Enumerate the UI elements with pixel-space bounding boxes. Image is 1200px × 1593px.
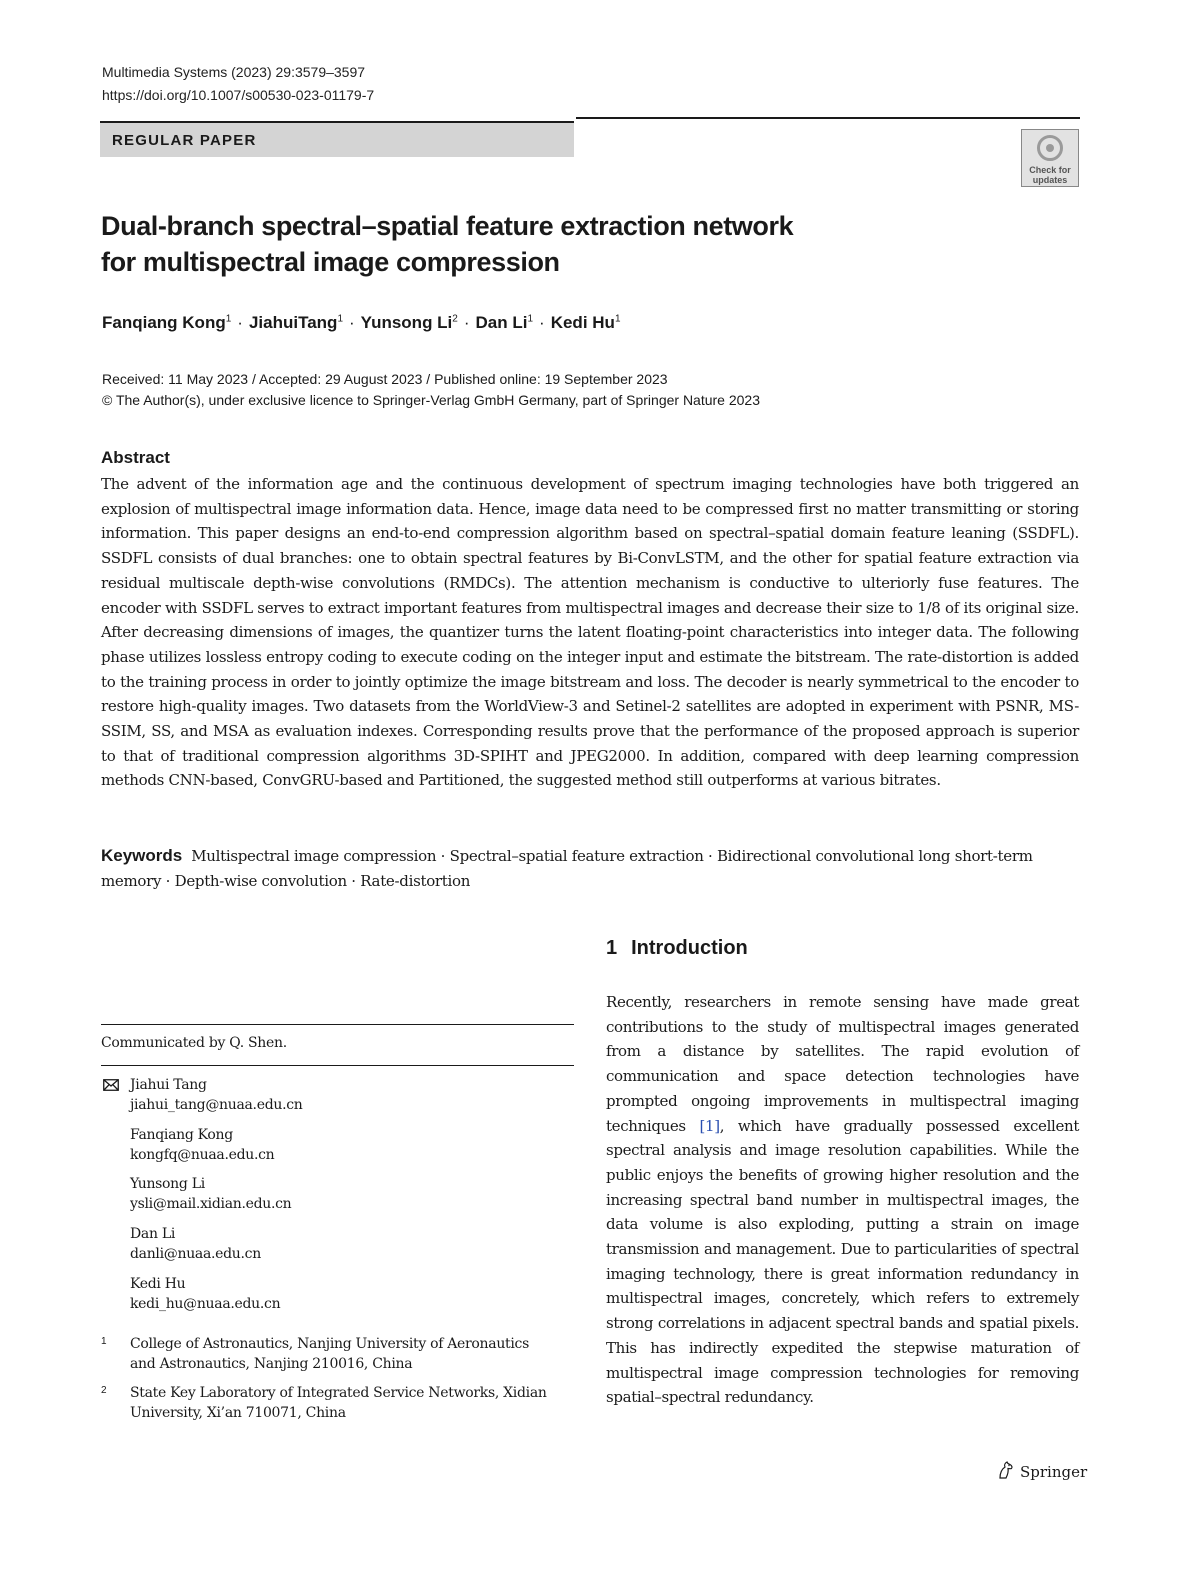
author-4[interactable]: Dan Li$^1$	[475, 313, 534, 332]
abstract-body: The advent of the information age and the continuous development of spectrum imaging technologies have both triggered an explosion of multispectral image information data. Hence, image data need to be compressed first no matter transmitting or storing information. This paper designs an end-to-end compression algorithm based on spectral–spatial domain feature leaning (SSDFL). SSDFL consists of dual branches: one to obtain spectral features by Bi-ConvLSTM, and the other for spatial feature extraction via residual multiscale depth-wise convolutions (RMDCs). The attention mechanism is conductive to ulteriorly fuse features. The encoder with SSDFL serves to extract important features from multispectral images and decrease their size to 1/8 of its original size. After decreasing dimensions of images, the quantizer turns the latent floating-point characteristics into integer data. The following phase utilizes lossless entropy coding to execute coding on the integer input and estimate the bitstream. The rate-distortion is added to the training process in order to jointly optimize the image bitstream and loss. The decoder is nearly symmetrical to the encoder to restore high-quality images. Two datasets from the WorldView-3 and Setinel-2 satellites are adopted in experiment with PSNR, MS-SSIM, SS, and MSA as evaluation indexes. Corresponding results prove that the performance of the proposed approach is superior to that of traditional compression algorithms 3D-SPIHT and JPEG2000. In addition, compared with deep learning compression methods CNN-based, ConvGRU-based and Partitioned, the suggested method still outperforms at various bitrates.	[101, 475, 1079, 790]
section-number: 1	[606, 937, 618, 959]
envelope-icon	[103, 1079, 119, 1091]
badge-text-line2: updates	[1032, 175, 1068, 185]
contact-email[interactable]: jiahui_tang@nuaa.edu.cn	[130, 1097, 303, 1113]
check-for-updates-badge[interactable]	[1021, 129, 1079, 187]
header-rule	[576, 117, 1080, 119]
keywords-list: Multispectral image compression · Spectral–spatial feature extraction · Bidirectional convolutional long short-term memory · Depth-wise convolution · Rate-distortion	[101, 847, 1033, 890]
badge-text-line1: Check for	[1029, 165, 1071, 175]
doi-link[interactable]: https://doi.org/10.1007/s00530-023-01179-7	[102, 87, 375, 103]
contact-email[interactable]: kedi_hu@nuaa.edu.cn	[130, 1296, 281, 1312]
keywords-heading: Keywords	[101, 846, 183, 865]
contact-name: Fanqiang Kong	[130, 1127, 233, 1143]
keywords	[101, 844, 1079, 893]
contact-entry	[130, 1174, 291, 1214]
affiliation-number: 2	[101, 1385, 107, 1396]
contact-entry	[130, 1125, 274, 1165]
introduction-body: Recently, researchers in remote sensing have made great contributions to the study of multispectral images generated from a distance by satellites. The rapid evolution of communication and space detection technologies have prompted ongoing improvements in multispectral imaging techniques [1], which have gradually possessed excellent spectral analysis and image resolution capabilities. While the public enjoys the benefits of growing higher resolution and the increasing spectral band number in multispectral images, the data volume is also exploding, putting a strain on image transmission and management. Due to particularities of spectral imaging technology, there is great information redundancy in multispectral images, concretely, which refers to extremely strong correlations in adjacent spectral bands and spatial pixels. This has indirectly expedited the stepwise maturation of multispectral image compression technologies for removing spatial–spectral redundancy.	[606, 993, 1079, 1407]
contact-entry	[130, 1075, 302, 1115]
author-3[interactable]: Yunsong Li$^2$	[360, 313, 458, 332]
publisher-name: Springer	[1020, 1463, 1088, 1481]
springer-horse-icon	[996, 1460, 1016, 1480]
footnote-rule	[101, 1024, 574, 1025]
title-line-1: Dual-branch spectral–spatial feature extraction network	[101, 211, 794, 241]
contact-name: Kedi Hu	[130, 1276, 186, 1292]
contact-name: Jiahui Tang	[130, 1077, 207, 1093]
author-list: Fanqiang Kong$^1$ · JiahuiTang$^1$ · Yunsong $Li^2$ · Dan $Li^1$ · Kedi Hu$^1$	[102, 313, 621, 332]
journal-citation: Multimedia Systems (2023) 29:3579–3597	[102, 64, 366, 80]
copyright-notice: © The Author(s), under exclusive licence to Springer-Verlag GmbH Germany, part of Springer Nature 2023	[102, 392, 760, 408]
contact-name: Dan Li	[130, 1226, 176, 1242]
contact-email[interactable]: danli@nuaa.edu.cn	[130, 1246, 261, 1262]
crossmark-icon	[1037, 135, 1063, 161]
publisher-logo	[996, 1460, 1087, 1481]
publication-dates: Received: 11 May 2023 / Accepted: 29 August 2023 / Published online: 19 September 2023	[102, 371, 668, 387]
citation-link[interactable]: [1]	[699, 1116, 720, 1135]
footnote-rule	[101, 1065, 574, 1066]
abstract-heading: Abstract	[101, 448, 170, 467]
author-1[interactable]: Fanqiang Kong$^1$	[102, 313, 232, 332]
contact-name: Yunsong Li	[130, 1176, 205, 1192]
affiliation-entry: College of Astronautics, Nanjing University of Aeronautics and Astronautics, Nanjing 210016, China	[130, 1336, 529, 1372]
contact-email[interactable]: kongfq@nuaa.edu.cn	[130, 1147, 275, 1163]
communicated-by: Communicated by Q. Shen.	[101, 1035, 287, 1051]
paper-type-label: REGULAR PAPER	[100, 121, 574, 157]
author-2[interactable]: JiahuiTang$^1$	[248, 313, 343, 332]
section-title: Introduction	[631, 937, 748, 959]
author-5[interactable]: Kedi Hu$^1$	[550, 313, 621, 332]
paper-title	[101, 208, 961, 280]
section-heading-introduction	[606, 937, 748, 960]
title-line-2: for multispectral image compression	[101, 247, 560, 277]
affiliation-entry: State Key Laboratory of Integrated Service Networks, Xidian University, Xi’an 710071, China	[130, 1385, 547, 1421]
affiliation-number: 1	[101, 1336, 107, 1347]
contact-email[interactable]: ysli@mail.xidian.edu.cn	[130, 1196, 292, 1212]
contact-entry	[130, 1224, 261, 1264]
contact-entry	[130, 1274, 280, 1314]
